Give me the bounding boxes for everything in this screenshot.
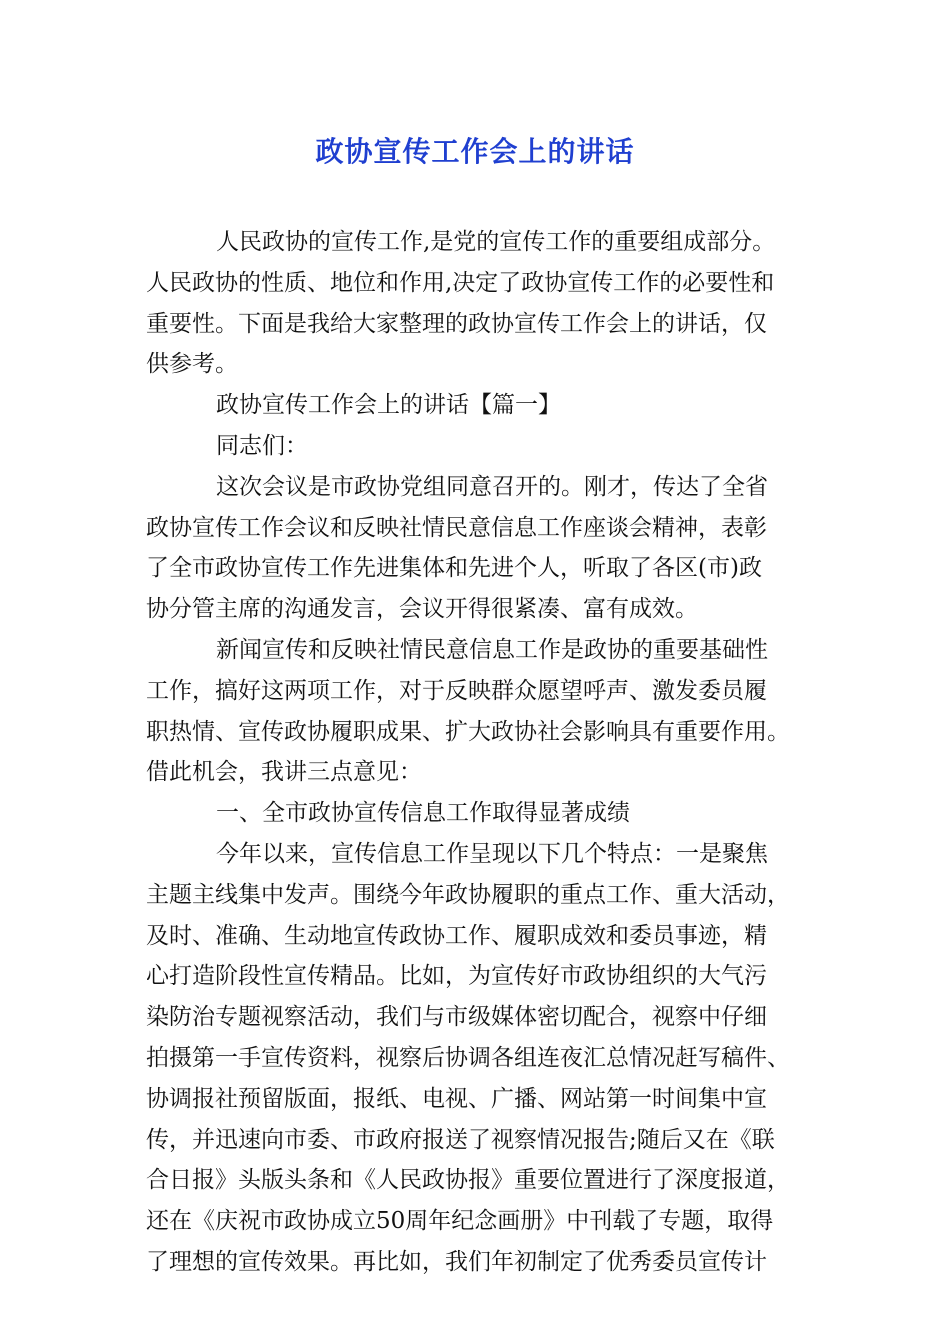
body-line: 职热情、宣传政协履职成果、扩大政协社会影响具有重要作用。 bbox=[146, 718, 790, 745]
salutation: 同志们： bbox=[216, 432, 308, 459]
document-body bbox=[146, 222, 806, 1283]
body-line: 工作，搞好这两项工作，对于反映群众愿望呼声、激发委员履 bbox=[146, 677, 767, 704]
body-line: 还在《庆祝市政协成立50周年纪念画册》中刊载了专题，取得 bbox=[146, 1208, 774, 1235]
body-line: 了理想的宣传效果。再比如，我们年初制定了优秀委员宣传计 bbox=[146, 1248, 767, 1275]
body-line: 新闻宣传和反映社情民意信息工作是政协的重要基础性 bbox=[216, 636, 768, 663]
body-line: 借此机会，我讲三点意见： bbox=[146, 759, 422, 786]
body-line: 人民政协的宣传工作,是党的宣传工作的重要组成部分。 bbox=[216, 229, 776, 255]
body-line: 今年以来，宣传信息工作呈现以下几个特点：一是聚焦 bbox=[216, 840, 768, 867]
body-line: 人民政协的性质、地位和作用,决定了政协宣传工作的必要性和 bbox=[146, 269, 775, 296]
body-line: 供参考。 bbox=[146, 351, 238, 378]
body-line: 传，并迅速向市委、市政府报送了视察情况报告;随后又在《联 bbox=[146, 1126, 775, 1153]
body-line: 了全市政协宣传工作先进集体和先进个人，听取了各区(市)政 bbox=[146, 555, 762, 582]
body-line: 主题主线集中发声。围绕今年政协履职的重点工作、重大活动， bbox=[146, 881, 790, 908]
body-line: 协调报社预留版面，报纸、电视、广播、网站第一时间集中宣 bbox=[146, 1085, 767, 1112]
section-heading: 政协宣传工作会上的讲话【篇一】 bbox=[216, 392, 561, 419]
body-line: 及时、准确、生动地宣传政协工作、履职成效和委员事迹，精 bbox=[146, 922, 767, 949]
document-title: 政协宣传工作会上的讲话 bbox=[315, 135, 635, 168]
body-line: 合日报》头版头条和《人民政协报》重要位置进行了深度报道， bbox=[146, 1167, 790, 1194]
body-line: 染防治专题视察活动，我们与市级媒体密切配合，视察中仔细 bbox=[146, 1004, 767, 1031]
body-line: 心打造阶段性宣传精品。比如，为宣传好市政协组织的大气污 bbox=[146, 963, 767, 990]
section-heading: 一、全市政协宣传信息工作取得显著成绩 bbox=[216, 800, 630, 827]
body-line: 政协宣传工作会议和反映社情民意信息工作座谈会精神，表彰 bbox=[146, 514, 767, 541]
body-line: 协分管主席的沟通发言，会议开得很紧凑、富有成效。 bbox=[146, 596, 698, 623]
body-line: 重要性。下面是我给大家整理的政协宣传工作会上的讲话，仅 bbox=[146, 310, 767, 337]
body-line: 这次会议是市政协党组同意召开的。刚才，传达了全省 bbox=[216, 473, 768, 500]
body-line: 拍摄第一手宣传资料，视察后协调各组连夜汇总情况赶写稿件、 bbox=[146, 1044, 790, 1071]
